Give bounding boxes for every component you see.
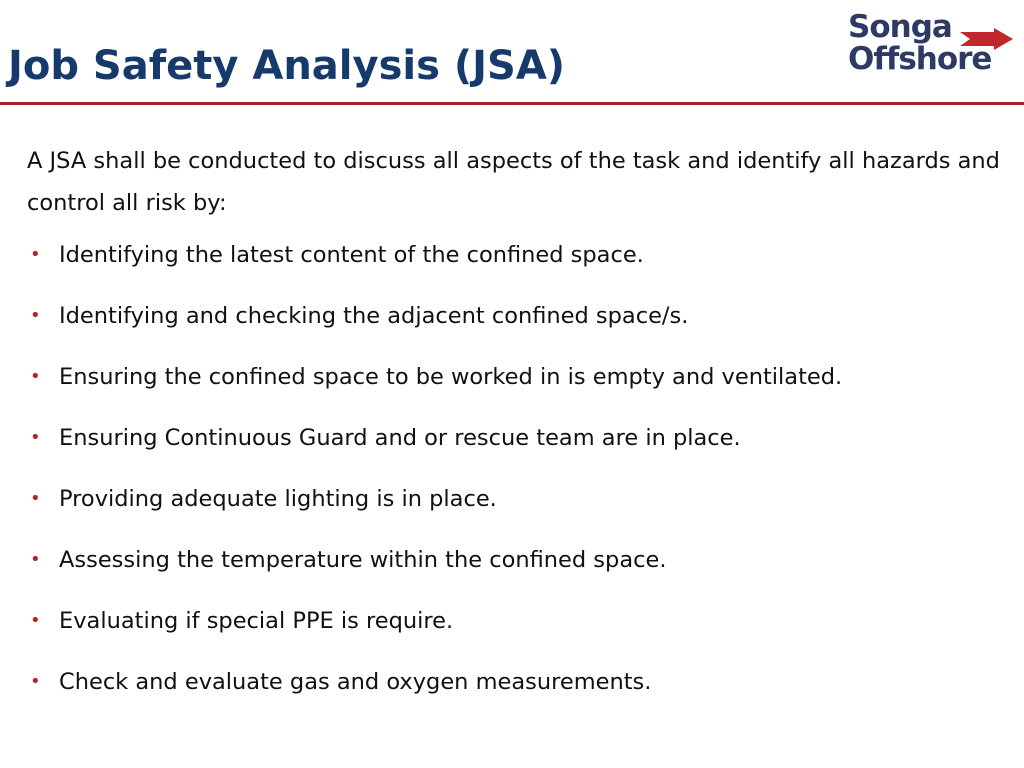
bullet-item: [27, 298, 1012, 359]
bullet-text: Identifying the latest content of the confined space.: [59, 242, 644, 268]
title-divider: [0, 102, 1024, 105]
bullet-icon: •: [30, 305, 41, 326]
bullet-icon: •: [30, 427, 41, 448]
company-logo: [848, 10, 1016, 82]
bullet-icon: •: [30, 610, 41, 631]
bullet-icon: •: [30, 549, 41, 570]
bullet-item: [27, 237, 1012, 298]
bullet-icon: •: [30, 244, 41, 265]
bullet-icon: •: [30, 366, 41, 387]
bullet-item: [27, 420, 1012, 481]
bullet-text: Identifying and checking the adjacent confined space/s.: [59, 303, 689, 329]
bullet-item: [27, 603, 1012, 664]
logo-text-line-1: Songa: [848, 9, 952, 45]
bullet-text: Providing adequate lighting is in place.: [59, 486, 497, 512]
bullet-icon: •: [30, 488, 41, 509]
bullet-text: Ensuring the confined space to be worked in is empty and ventilated.: [59, 364, 843, 390]
bullet-item: [27, 542, 1012, 603]
bullet-icon: •: [30, 671, 41, 692]
bullet-list: [27, 237, 1012, 725]
bullet-item: [27, 359, 1012, 420]
bullet-text: Assessing the temperature within the confined space.: [59, 547, 667, 573]
bullet-text: Check and evaluate gas and oxygen measurements.: [59, 669, 652, 695]
intro-paragraph: A JSA shall be conducted to discuss all aspects of the task and identify all hazards and control all risk by:: [27, 148, 1000, 216]
slide-body: [27, 140, 1012, 725]
slide-title: Job Safety Analysis (JSA): [8, 43, 566, 89]
bullet-item: [27, 664, 1012, 725]
bullet-text: Ensuring Continuous Guard and or rescue team are in place.: [59, 425, 741, 451]
bullet-text: Evaluating if special PPE is require.: [59, 608, 454, 634]
logo-text-line-2: Offshore: [848, 41, 992, 77]
bullet-item: [27, 481, 1012, 542]
